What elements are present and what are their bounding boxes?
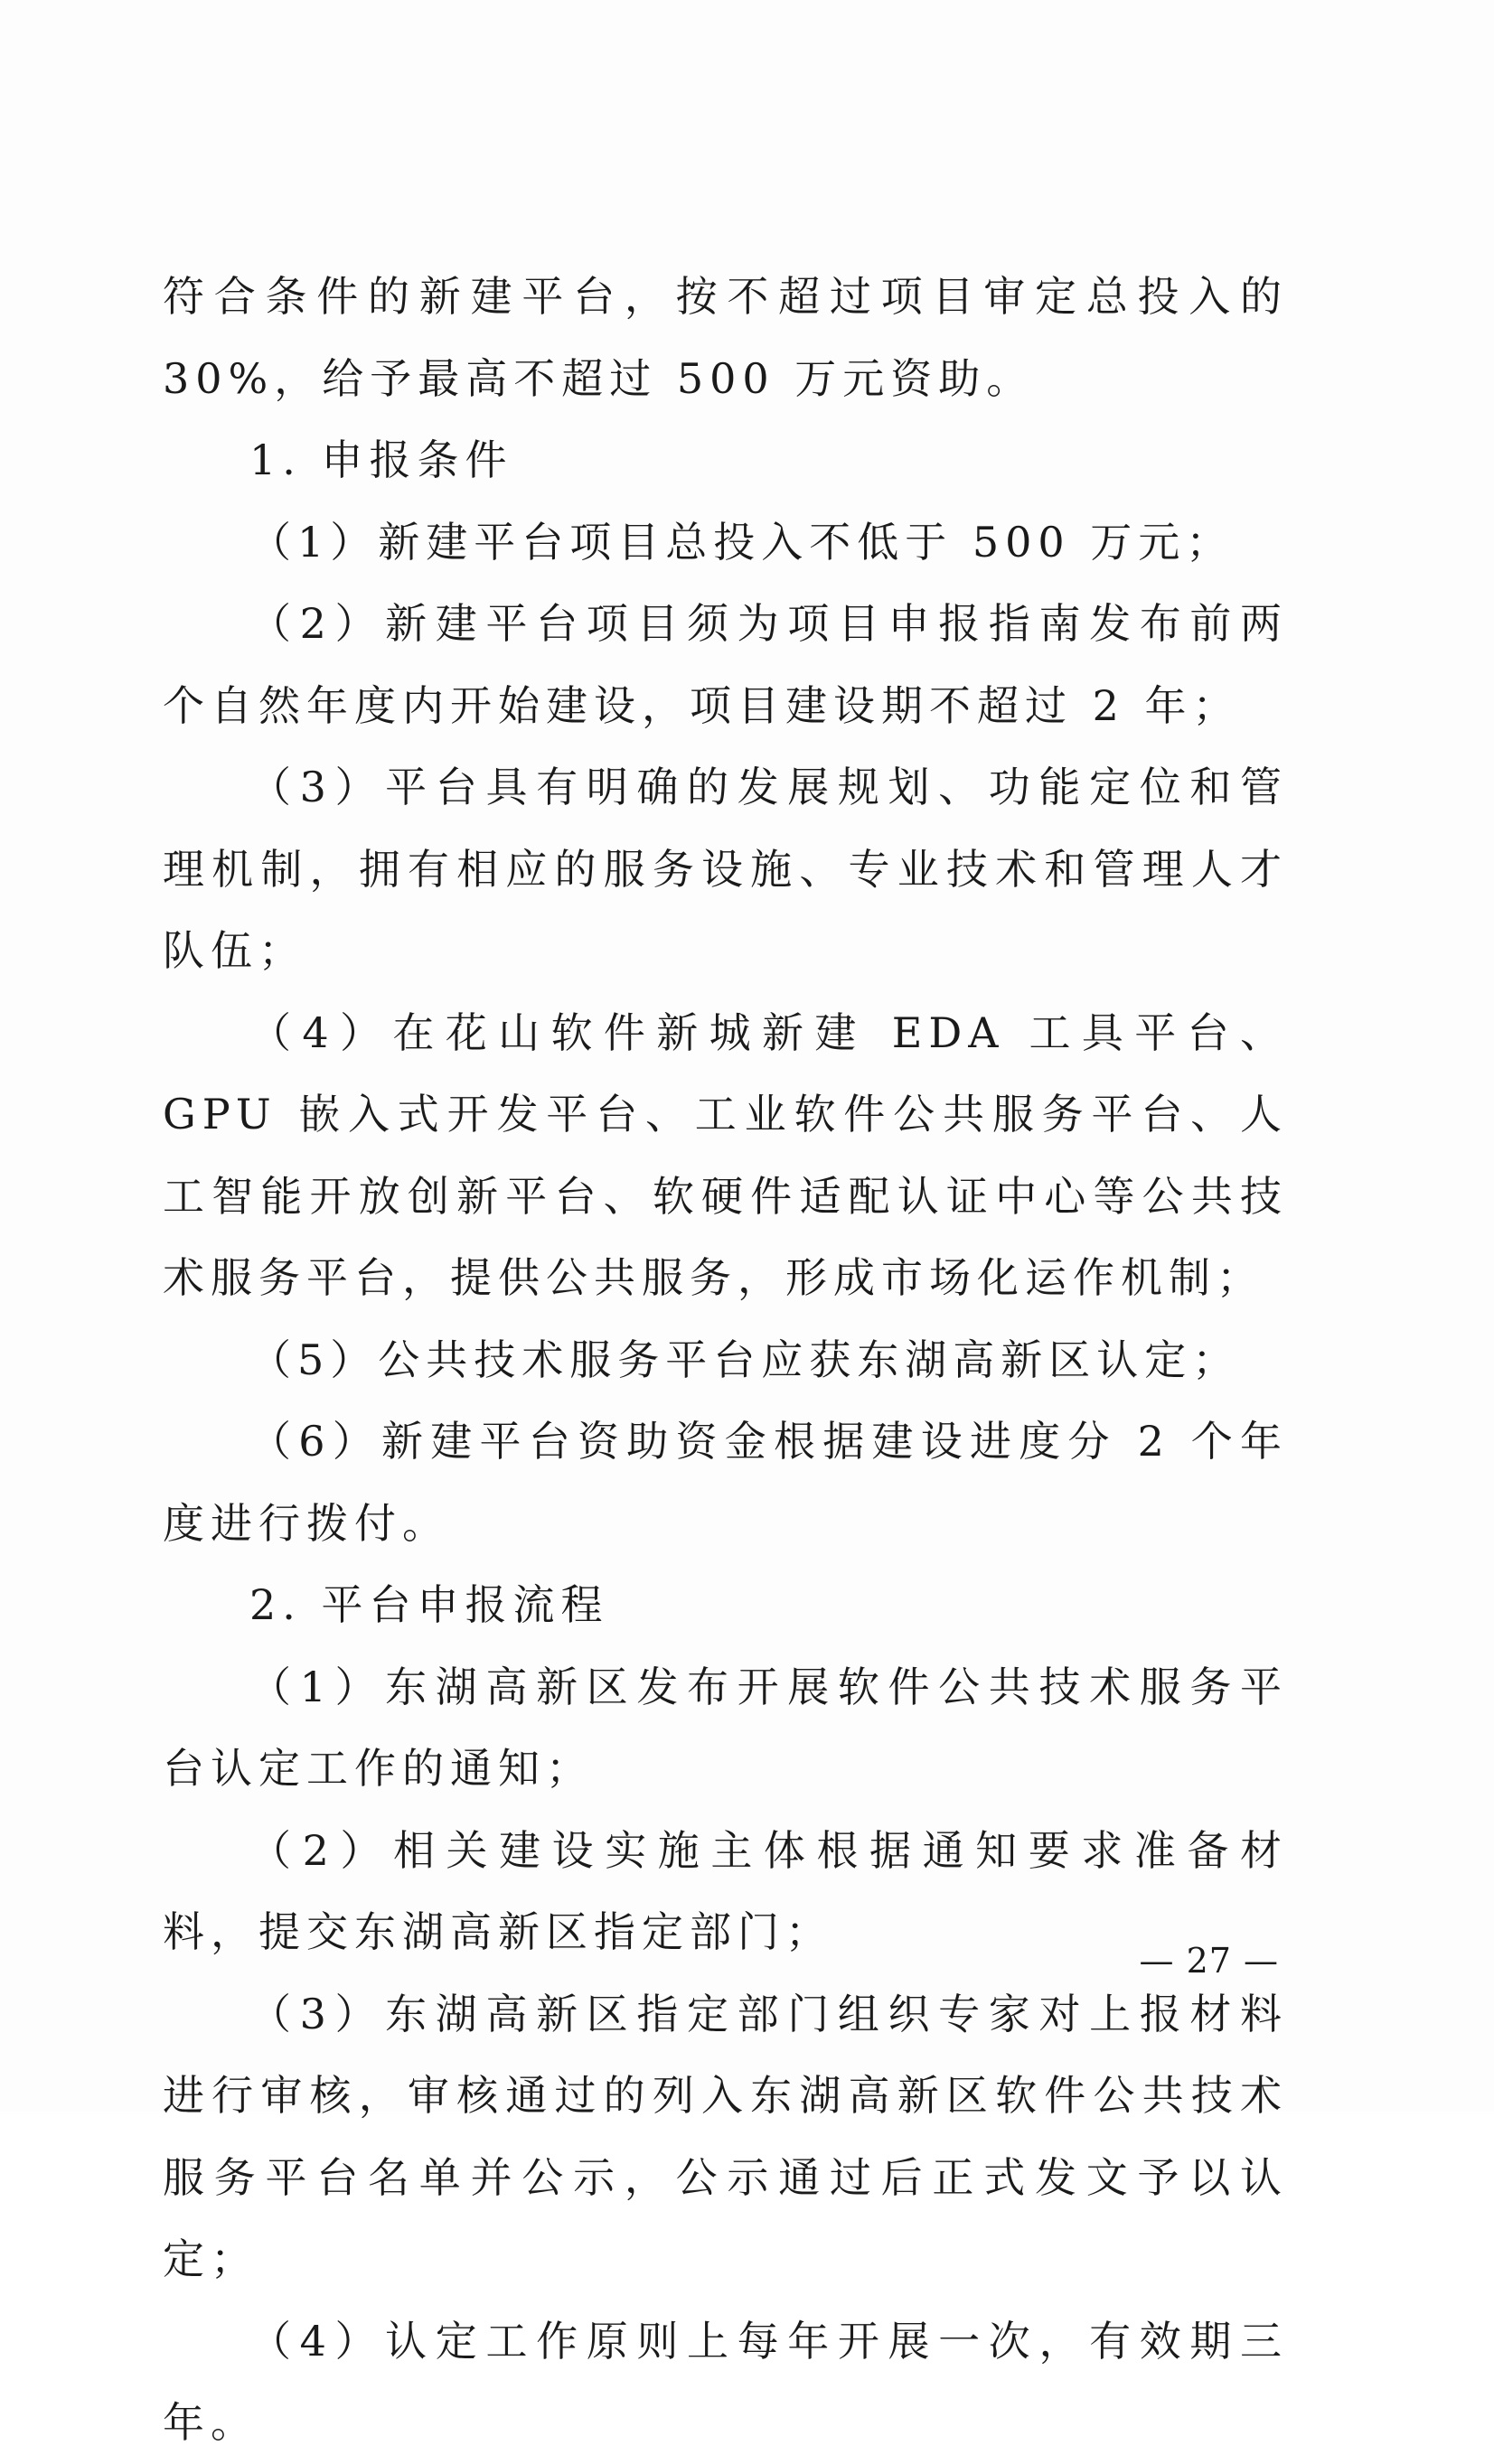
condition-6: （6）新建平台资助资金根据建设进度分 2 个年度进行拨付。: [163, 1417, 1288, 1548]
process-step-2: （2）相关建设实施主体根据通知要求准备材料，提交东湖高新区指定部门；: [163, 1825, 1288, 1956]
condition-3: （3）平台具有明确的发展规划、功能定位和管理机制，拥有相应的服务设施、专业技术和管理人才队伍；: [163, 763, 1288, 975]
paragraph-funding-rule: 符合条件的新建平台，按不超过项目审定总投入的 30%，给予最高不超过 500 万元资助。: [163, 272, 1288, 403]
document-body: [163, 256, 1288, 2464]
heading-application-process: 2. 平台申报流程: [249, 1580, 609, 1629]
condition-2: （2）新建平台项目须为项目申报指南发布前两个自然年度内开始建设，项目建设期不超过 2 年；: [163, 599, 1288, 730]
process-step-3: （3）东湖高新区指定部门组织专家对上报材料进行审核，审核通过的列入东湖高新区软件公共技术服务平台名单并公示，公示通过后正式发文予以认定；: [163, 1989, 1288, 2283]
condition-4: （4）在花山软件新城新建 EDA 工具平台、GPU 嵌入式开发平台、工业软件公共服务平台、人工智能开放创新平台、软硬件适配认证中心等公共技术服务平台，提供公共服务，形成市场化运作机制；: [163, 1007, 1288, 1302]
heading-application-conditions: 1. 申报条件: [249, 436, 513, 484]
process-step-4: （4）认定工作原则上每年开展一次，有效期三年。: [163, 2316, 1288, 2447]
condition-5: （5）公共技术服务平台应获东湖高新区认定；: [249, 1335, 1241, 1384]
page-number: — 27 —: [1139, 1941, 1279, 1981]
process-step-1: （1）东湖高新区发布开展软件公共技术服务平台认定工作的通知；: [163, 1662, 1288, 1793]
condition-1: （1）新建平台项目总投入不低于 500 万元；: [249, 517, 1235, 567]
